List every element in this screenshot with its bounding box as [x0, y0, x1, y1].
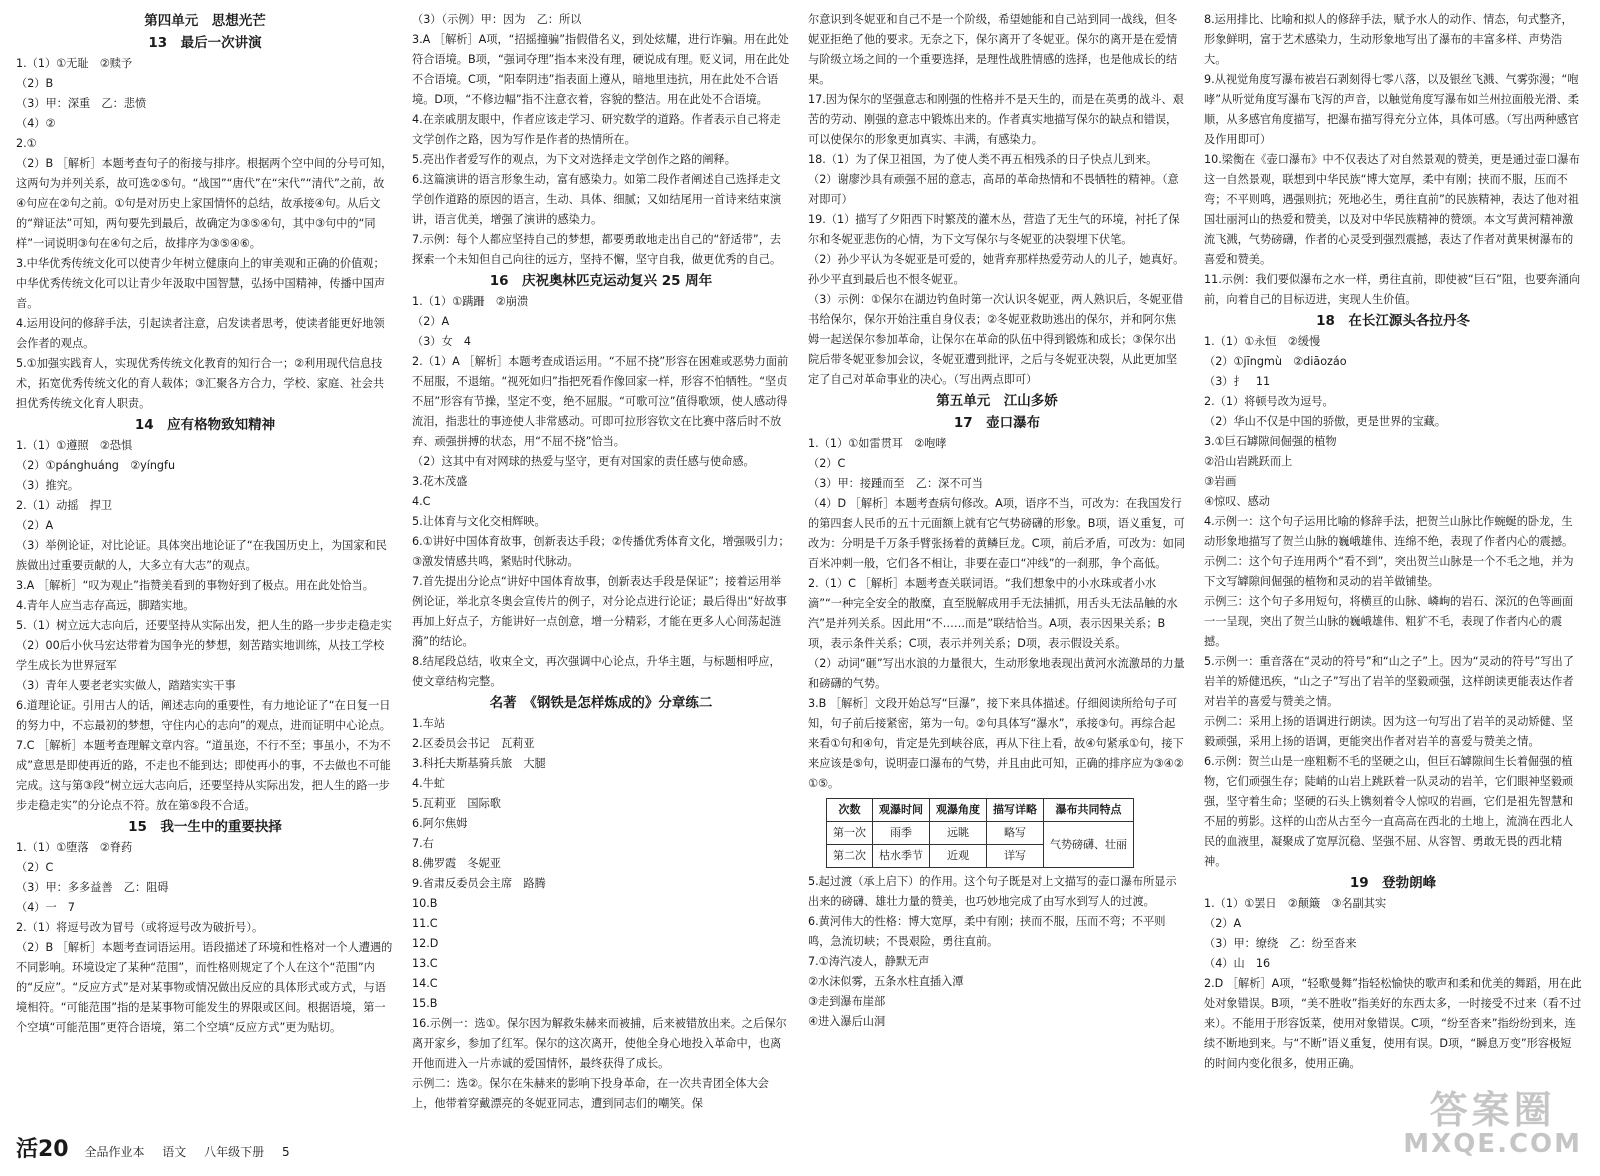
answer-line: 1.（1）①堕落 ②脊药: [16, 841, 133, 854]
answer-line: 5.①加强实践育人，实现优秀传统文化教育的知行合一；②利用现代信息技术，拓宽优秀传统文化的育人载体；③汇聚各方合力，学校、家庭、社会共担优秀传统文化育人职责。: [16, 357, 385, 410]
answer-line: 示例二：这个句子连用两个“看不到”，突出贺兰山脉是一个不毛之地，并为下文写罅隙间倔强的植物和灵动的岩羊做铺垫。: [1204, 555, 1574, 588]
answer-line: 5.起过渡（承上启下）的作用。这个句子既是对上文描写的壶口瀑布所显示出来的磅礴、雄壮力量的赞美，也巧妙地完成了由写水到写人的过渡。: [808, 875, 1177, 908]
answer-line: 15.B: [412, 997, 438, 1010]
answer-line: 2.（1）动摇 捍卫: [16, 499, 113, 512]
column-2: [412, 10, 790, 1114]
lesson-title: 19 登勃朗峰: [1349, 875, 1437, 891]
answer-line: 18.（1）为了保卫祖国，为了使人类不再五相残杀的日子快点儿到来。: [808, 153, 1158, 166]
answer-line: 2.（1）A ［解析］本题考查成语运用。“不屈不挠”形容在困难或恶势力面前不屈服，不退缩。“视死如归”指把死看作像回家一样，形容不怕牺牲。“坚贞不屈”形容有节操，坚定不变，绝不屈服。“可歌可泣”值得歌颂，使人感动得流泪，指悲壮的事迹使人非常感动。可即可拉形容钦文在比赛中落后时不放弃、顽强拼搏的状态，用“不屈不挠”恰当。: [412, 355, 789, 448]
answer-line: （3）（示例）甲：因为 乙：所以: [412, 13, 582, 26]
answer-line: ④惊叹、感动: [1204, 495, 1270, 508]
answer-line: 19.（1）描写了夕阳西下时繁茂的灌木丛，营造了无生气的环境，衬托了保尔和冬妮亚悲伤的心情，为下文写保尔与冬妮亚的决裂埋下伏笔。: [808, 213, 1180, 246]
answer-line: 1.车站: [412, 717, 446, 730]
lesson-title: 名著 《钢铁是怎样炼成的》分章练二: [489, 695, 713, 711]
unit-title: 第四单元 思想光芒: [144, 13, 266, 29]
watermark-line2: MXQE.COM: [1403, 1129, 1582, 1159]
answer-line: （3）女 4: [412, 335, 471, 348]
answer-line: 1.（1）①罢日 ②颠簸 ③名副其实: [1204, 897, 1387, 910]
answer-line: ②沿山岩跳跃而上: [1204, 455, 1293, 468]
answer-line: 7.右: [412, 837, 434, 850]
answer-line: 10.B: [412, 897, 438, 910]
table-cell: 气势磅礴、壮丽: [1044, 822, 1134, 868]
answer-line: （4）一 7: [16, 901, 75, 914]
table-cell: 雨季: [873, 822, 930, 845]
table-header-cell: 瀑布共同特点: [1044, 799, 1134, 822]
answer-line: ④进入瀑后山洞: [808, 1015, 886, 1028]
answer-line: （2）华山不仅是中国的骄傲，更是世界的宝藏。: [1204, 415, 1447, 428]
answer-line: （2）①jīngmù ②diāozáo: [1204, 355, 1347, 368]
answer-line: （2）B ［解析］本题考查词语运用。语段描述了环境和性格对一个人遭遇的不同影响。环境设定了某种“范围”，而性格则规定了个人在这个“范围”内的“反应”。“反应方式”是对某事物或情况做出反应的具体形式或方式，与语境相符。“可能范围”指的是某事物可能发生的界限或区间。根据语境，第一个空填“可能范围”更符合语境，第二个空填“反应方式”更为贴切。: [16, 941, 393, 1034]
answer-line: 1.（1）①如雷贯耳 ②咆哮: [808, 437, 947, 450]
answer-line: 尔意识到冬妮亚和自己不是一个阶级，希望她能和自己站到同一战线，但冬妮亚拒绝了他的要求。无奈之下，保尔离开了冬妮亚。保尔的离开是在爱情与阶级立场之间的一个重要选择，是理性战胜情感的选择，也是他成长的结果。: [808, 13, 1178, 86]
answer-line: （2）这其中有对网球的热爱与坚守，更有对国家的责任感与使命感。: [412, 455, 755, 468]
answer-line: （3）举例论证，对比论证。具体突出地论证了“在我国历史上，为国家和民族做出过重要贡献的人，大多立有大志”的观点。: [16, 539, 387, 572]
answer-line: 6.①讲好中国体育故事，创新表达手段；②传播优秀体育文化，增强吸引力；③激发情感共鸣，紧贴时代脉动。: [412, 535, 790, 568]
answer-line: 6.黄河伟大的性格：博大宽厚，柔中有刚；挟而不服，压而不弯；不平则鸣，急流切峡；不畏艰险，勇往直前。: [808, 915, 1166, 948]
answer-line: 4.示例一：这个句子运用比喻的修辞手法，把贺兰山脉比作蜿蜒的卧龙，生动形象地描写了贺兰山脉的巍峨雄伟、连绵不绝，表现了作者内心的震撼。: [1204, 515, 1574, 548]
table-header-row: [827, 799, 1134, 822]
answer-line: 示例三：这个句子多用短句，将横亘的山脉、嶙峋的岩石、深沉的色等画面一一呈现，突出了贺兰山脉的巍峨雄伟、粗犷不毛，表现了作者内心的震撼。: [1204, 595, 1574, 648]
subject: 语文: [162, 1145, 187, 1159]
answer-line: （3）扌 11: [1204, 375, 1271, 388]
brand-name: 全品作业本: [84, 1145, 145, 1159]
answer-line: 示例二：采用上扬的语调进行朗读。因为这一句写出了岩羊的灵动矫健、坚毅顽强，采用上扬的语调，更能突出作者对岩羊的喜爱与赞美之情。: [1204, 715, 1574, 748]
answer-line: （4）②: [16, 117, 56, 130]
answer-line: 7.①涛汽凌人，静默无声: [808, 955, 930, 968]
table-cell: 第二次: [827, 845, 873, 868]
answer-line: （3）甲：缭绕 乙：纷至沓来: [1204, 937, 1357, 950]
page-footer: [16, 1138, 304, 1164]
table-row: [827, 822, 1134, 845]
answer-table: [826, 798, 1134, 868]
answer-line: 5.瓦莉亚 国际歌: [412, 797, 501, 810]
lesson-title: 15 我一生中的重要抉择: [128, 819, 282, 835]
answer-line: 10.梁衡在《壶口瀑布》中不仅表达了对自然景观的赞美，更是通过壶口瀑布这一自然景观，联想到中华民族“博大宽厚，柔中有刚；挟而不服，压而不弯；不平则鸣，遇强则抗；死地必生，勇往直前”的民族精神，表达了他对祖国壮丽河山的热爱和赞美，以及对中华民族精神的赞颂。本文写黄河精神激流飞溅，气势磅礴，作者的心灵受到强烈震撼，表达了作者对黄果树瀑布的喜爱和赞美。: [1204, 153, 1580, 266]
page-number: 活20: [16, 1137, 69, 1162]
answer-line: 9.省肃反委员会主席 路腾: [412, 877, 546, 890]
answer-line: 4.C: [412, 495, 431, 508]
answer-line: 2.（1）C ［解析］本题考查关联词语。“我们想象中的小水珠或者小水滴”“一种完全安全的散糜，直至脱解成用手无法捕抓，用舌头无法品触的水汽”是并列关系。因此用“不……而是”联结恰当。A项，表示因果关系；B项，表示条件关系；C项，表示并列关系；D项，表示假设关系。: [808, 577, 1178, 650]
table-cell: 第一次: [827, 822, 873, 845]
lesson-title: 16 庆祝奥林匹克运动复兴 25 周年: [489, 273, 713, 289]
answer-line: 4.青年人应当志存高远，脚踏实地。: [16, 599, 195, 612]
answer-line: （2）①pánghuáng ②yíngfu: [16, 459, 176, 472]
answer-line: （3）示例：①保尔在湖边钓鱼时第一次认识冬妮亚，两人熟识后，冬妮亚借书给保尔，保尔开始注重自身仪表；②冬妮亚救助逃出的保尔，并和阿尔焦姆一起送保尔参加革命，让保尔在革命的队伍中得到锻炼和成长；③保尔出院后带冬妮亚参加会议，冬妮亚遭到批评，之后与冬妮亚决裂，从此更加坚定了自己对革命事业的决心。（写出两点即可）: [808, 293, 1184, 386]
answer-line: （2）动词“砸”写出水浪的力量很大，生动形象地表现出黄河水流激昂的力量和磅礴的气势。: [808, 657, 1185, 690]
answer-line: （2）孙少平认为冬妮亚是可爱的，她背弃那样热爱劳动人的儿子，她真好。孙少平直到最后也不恨冬妮亚。: [808, 253, 1185, 286]
answer-line: （2）A: [1204, 917, 1242, 930]
answer-line: 12.D: [412, 937, 439, 950]
answer-line: 3.花木茂盛: [412, 475, 468, 488]
answer-line: ②水沫似雾，五条水柱直插入潭: [808, 975, 964, 988]
table-cell: 近观: [930, 845, 987, 868]
table-header-cell: 观瀑时间: [873, 799, 930, 822]
answer-line: （2）A: [16, 519, 54, 532]
answer-line: 5.（1）树立远大志向后，还要坚持从实际出发，把人生的路一步步走稳走实: [16, 619, 392, 632]
answer-line: ③走到瀑布崖部: [808, 995, 886, 1008]
table-header-cell: 观瀑角度: [930, 799, 987, 822]
answer-line: 6.示例：贺兰山是一座粗粝不毛的坚硬之山，但巨石罅隙间生长着倔强的植物，它们顽强生存；陡峭的山岩上跳跃着一队灵动的岩羊，它们眼神坚毅顽强，坚守着生命；坚硬的石头上镌刻着令人惊叹的岩画，它们是祖先智慧和不屈的剪影。这样的山峦从古至今一直高高在西北的土地上，流淌在西北人民的血液里，凝聚成了宽厚沉稳、坚强不屈、从容智、勇敢无畏的西北精神。: [1204, 755, 1574, 868]
watermark: [1403, 1090, 1582, 1158]
answer-line: 3.①巨石罅隙间倔强的植物: [1204, 435, 1337, 448]
answer-line: 6.这篇演讲的语言形象生动，富有感染力。如第二段作者阐述自己选择走文学创作道路的原因的语言，生动、具体、细腻；又如结尾用一首诗来结束演讲，语言优美，增强了演讲的感染力。: [412, 173, 782, 226]
answer-line: 8.结尾段总结，收束全文，再次强调中心论点，升华主题，与标题相呼应，使文章结构完整。: [412, 655, 781, 688]
answer-line: 16.示例一：选①。保尔因为解救朱赫来而被捕，后来被错放出来。之后保尔离开家乡，参加了红军。保尔的这次离开，使他全身心地投入革命中，也离开他而进入一片赤诚的爱国情怀，最终获得了成长。: [412, 1017, 787, 1070]
sheet-number: 5: [281, 1145, 290, 1159]
answer-line: 5.示例一：重音落在“灵动的符号”和“山之子”上。因为“灵动的符号”写出了岩羊的矫健迅疾，“山之子”写出了岩羊的坚毅顽强，这样朗读更能表达作者对岩羊的喜爱与赞美之情。: [1204, 655, 1574, 708]
answer-line: 11.C: [412, 917, 438, 930]
answer-line: 3.中华优秀传统文化可以使青少年树立健康向上的审美观和正确的价值观；中华优秀传统文化可以让青少年汲取中国智慧，弘扬中国精神，传播中国声音。: [16, 257, 386, 310]
answer-line: （3）甲：深重 乙：悲愤: [16, 97, 147, 110]
answer-line: 11.示例：我们要似瀑布之水一样，勇往直前，即使被“巨石”阻，也要奔涌向前，向着自己的目标迈进，実现人生价值。: [1204, 273, 1581, 306]
answer-line: 7.首先提出分论点“讲好中国体育故事，创新表达手段是保证”；接着运用举例论证，举北京冬奥会宣传片的例子，对分论点进行论证；最后得出“好故事再加上好点子，方能讲好一点创意，增一分精彩，才能在更多人心间荡起涟漪”的结论。: [412, 575, 787, 648]
answer-line: 2.（1）将顿号改为逗号。: [1204, 395, 1334, 408]
answer-line: 3.A ［解析］A项，“招摇撞骗”指假借名义，到处炫耀，进行诈骗。用在此处符合语境。B项，“强词夺理”指本来没有理，硬说成有理。贬义词，用在此处不合语境。C项，“阳奉阴违”指表面上遵从，暗地里违抗，用在此处不合语境。D项，“不修边幅”指不注意衣着，容貌的整洁。用在此处不合语境。: [412, 33, 790, 106]
answer-line: （2）A: [412, 315, 450, 328]
answer-line: （2）谢廖沙具有顽强不屈的意志，高昂的革命热情和不畏牺牲的精神。（意对即可）: [808, 173, 1179, 206]
answer-line: 4.牛虻: [412, 777, 446, 790]
table-cell: 略写: [987, 822, 1044, 845]
answer-line: （4）D ［解析］本题考查病句修改。A项，语序不当，可改为：在我国发行的第四套人民币的五十元面额上就有它气势磅礴的形象。B项，语义重复，可改为：分明是千万条手臂张扬着的黄鳞巨龙。C项，前后矛盾，可改为：如同百米冲刺一般，它们各不相让，非要在壶口“冲线”的一刹那，争个高低。: [808, 497, 1186, 570]
answer-line: （3）甲：接踵而至 乙：深不可当: [808, 477, 983, 490]
answer-line: ③岩画: [1204, 475, 1237, 488]
answer-line: 1.（1）①蹒跚 ②崩溃: [412, 295, 529, 308]
answer-line: （2）00后小伙马宏达带着为国争光的梦想，刻苦踏实地训练，从技工学校学生成长为世界冠军: [16, 639, 385, 672]
lesson-title: 17 壶口瀑布: [953, 415, 1041, 431]
answer-line: 1.（1）①遵照 ②恐惧: [16, 439, 133, 452]
answer-line: 13.C: [412, 957, 438, 970]
column-4: [1204, 10, 1582, 1074]
answer-line: 3.B ［解析］文段开始总写“巨瀑”，接下来具体描述。仔细阅读所给句子可知，句子前后接紧密，第为一句。②句具体写“瀑水”，承接③句。再综合起来看①句和④句，肯定是先到峡谷底，再从下往上看，故④句紧承①句，接下来应该是⑤句，说明壶口瀑布的气势，并且由此可知，正确的排序应为③④②①⑤。: [808, 697, 1184, 790]
answer-line: 9.从视觉角度写瀑布被岩石剥刻得七零八落，以及银丝飞溅、气雾弥漫；“咆哮”从听觉角度写瀑布飞泻的声音，以触觉角度写瀑布如兰州拉面般光滑、柔顺，从多感官角度描写，把瀑布描写得充分立体，具体可感。（写出两种感官及作用即可）: [1204, 73, 1579, 146]
answer-line: 2.区委员会书记 瓦莉亚: [412, 737, 535, 750]
answer-line: 3.科托夫斯基骑兵旅 大腿: [412, 757, 546, 770]
table-cell: 枯水季节: [873, 845, 930, 868]
answer-line: 7.示例：每个人都应坚持自己的梦想，都要勇敢地走出自己的“舒适带”，去探索一个未知但自己向往的远方，坚持不懈，坚守自我，做更优秀的自己。: [412, 233, 782, 266]
answer-line: （3）青年人要老老实实做人，踏踏实实干事: [16, 679, 236, 692]
answer-line: 17.因为保尔的坚强意志和刚强的性格并不是天生的，而是在英勇的战斗、艰苦的劳动、刚强的意志中锻炼出来的。作者真实地描写保尔的缺点和错误，可以使保尔的形象更加真实、丰满，有感染力。: [808, 93, 1184, 146]
table-cell: 详写: [987, 845, 1044, 868]
answer-line: 5.亮出作者爱写作的观点，为下文对选择走文学创作之路的阐释。: [412, 153, 736, 166]
answer-line: （2）B: [16, 77, 54, 90]
answer-line: （4）山 16: [1204, 957, 1271, 970]
lesson-title: 18 在长江源头各拉丹冬: [1316, 313, 1470, 329]
table-cell: 远眺: [930, 822, 987, 845]
grade: 八年级下册: [204, 1145, 265, 1159]
answer-line: （2）C: [808, 457, 846, 470]
answer-line: （3）甲：多多益善 乙：阻碍: [16, 881, 169, 894]
answer-line: 14.C: [412, 977, 438, 990]
answer-line: （2）C: [16, 861, 54, 874]
answer-line: （3）推究。: [16, 479, 80, 492]
answer-line: 8.运用排比、比喻和拟人的修辞手法，赋予水人的动作、情态，句式整齐，形象鲜明，富于艺术感染力，生动形象地写出了瀑布的丰富多样、声势浩大。: [1204, 13, 1573, 66]
unit-title: 第五单元 江山多娇: [936, 393, 1058, 409]
table-header-cell: 描写详略: [987, 799, 1044, 822]
table-header-cell: 次数: [827, 799, 873, 822]
answer-line: 1.（1）①永恒 ②缓慢: [1204, 335, 1321, 348]
answer-line: 示例二：选②。保尔在朱赫来的影响下投身革命，在一次共青团全体大会上，他带着穿戴漂亮的冬妮亚同志，遭到同志们的嘲笑。保: [412, 1077, 769, 1110]
answer-line: 8.佛罗霞 冬妮亚: [412, 857, 501, 870]
answer-line: 5.让体育与文化交相辉映。: [412, 515, 546, 528]
answer-line: 1.（1）①无耻 ②赎予: [16, 57, 133, 70]
answer-line: 7.C ［解析］本题考查理解文章内容。“道虽迩，不行不至；事虽小，不为不成”意思是即使再近的路，不走也不能到达；即使再小的事，不去做也不可能完成。这与第③段“树立远大志向后，还要坚持从实际出发，把人生的路一步步走稳走实”的分论点不符。放在第⑤段不合适。: [16, 739, 391, 812]
watermark-line1: 答案圈: [1429, 1088, 1556, 1132]
answer-line: 2.D ［解析］A项，“轻歌曼舞”指轻松愉快的歌声和柔和优美的舞蹈，用在此处对象错误。B项，“美不胜收”指美好的东西太多，一时接受不过来（看不过来）。不能用于形容饭菜，使用对象错误。C项，“纷至沓来”指纷纷到来，连续不断地到来。与“不断”语义重复，使用有误。D项，“瞬息万变”形容极短的时间内变化很多，使用正确。: [1204, 977, 1582, 1070]
lesson-title: 13 最后一次讲演: [148, 35, 262, 51]
lesson-title: 14 应有格物致知精神: [134, 417, 276, 433]
answer-line: 3.A ［解析］“叹为观止”指赞美看到的事物好到了极点。用在此处恰当。: [16, 579, 374, 592]
column-1: [16, 10, 394, 1038]
answer-line: 4.运用设问的修辞手法，引起读者注意，启发读者思考，使读者能更好地领会作者的观点。: [16, 317, 385, 350]
answer-line: 6.道理论证。引用古人的话，阐述志向的重要性，有力地论证了“在日复一日的努力中，不忘最初的梦想，守住内心的志向”的观点，进而证明中心论点。: [16, 699, 391, 732]
column-3: [808, 10, 1186, 1032]
answer-line: 4.在亲戚朋友眼中，作者应该走学习、研究数学的道路。作者表示自己将走文学创作之路，因为写作是作者的热情所在。: [412, 113, 781, 146]
answer-line: （2）B ［解析］本题考查句子的衔接与排序。根据两个空中间的分号可知，这两句为并列关系，故可选②⑤句。“战国”“唐代”在“宋代”“清代”之前，故④句应在②句之前。①句是对历史上家国情怀的总结，故承接④句。从后文的“辩证法”可知，两句要先到最后，故确定为③⑤④句，其中③句中的“同样”一词说明③句在④句之后，故排序为③⑤④⑥。: [16, 157, 393, 250]
answer-line: 2.（1）将逗号改为冒号（或将逗号改为破折号）。: [16, 921, 264, 934]
answer-line: 2.①: [16, 137, 37, 150]
answer-line: 6.阿尔焦姆: [412, 817, 468, 830]
